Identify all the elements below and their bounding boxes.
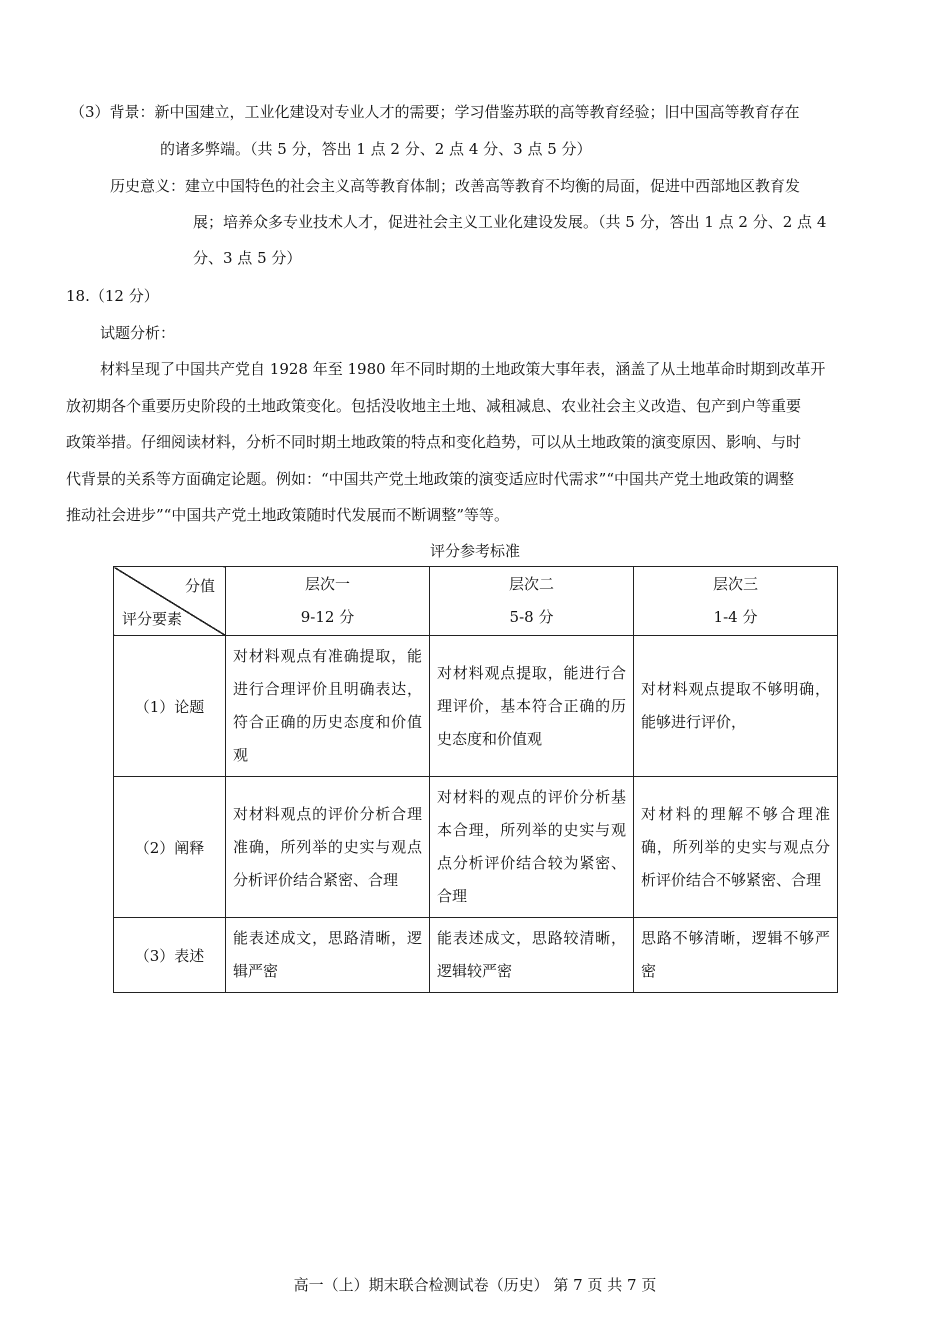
criteria-cell: 对材料观点提取不够明确，能够进行评价，: [634, 636, 838, 777]
level-score: 5-8 分: [509, 608, 554, 626]
criteria-cell: 能表述成文，思路较清晰，逻辑较严密: [430, 918, 634, 993]
criteria-cell: 对材料观点提取，能进行合理评价，基本符合正确的历史态度和价值观: [430, 636, 634, 777]
level-score: 9-12 分: [300, 608, 355, 626]
scoring-table: [113, 566, 838, 993]
corner-label-score: 分值: [184, 577, 215, 595]
background-line-1: （3）背景：新中国建立，工业化建设对专业人才的需要；学习借鉴苏联的高等教育经验；旧中国高等教育存在: [70, 103, 800, 121]
criteria-cell: 对材料观点的评价分析合理准确，所列举的史实与观点分析评价结合紧密、合理: [226, 777, 430, 918]
level-header: [226, 567, 430, 636]
row-label: （2）阐释: [114, 777, 226, 918]
table-row: [114, 636, 838, 777]
analysis-paragraph-line: 推动社会进步”“中国共产党土地政策随时代发展而不断调整”等等。: [66, 506, 510, 524]
analysis-label: 试题分析：: [100, 324, 176, 342]
page-footer: 高一（上）期末联合检测试卷（历史） 第 7 页 共 7 页: [293, 1276, 657, 1294]
table-caption: 评分参考标准: [429, 542, 520, 560]
level-name: 层次三: [712, 575, 758, 593]
level-name: 层次二: [508, 575, 554, 593]
significance-line-3: 分、3 点 5 分）: [193, 249, 302, 267]
diagonal-header-cell: [114, 567, 226, 636]
analysis-paragraph-line: 材料呈现了中国共产党自 1928 年至 1980 年不同时期的土地政策大事年表，涵盖了从土地革命时期到改革开: [100, 360, 826, 378]
table-header-row: [114, 567, 838, 636]
level-name: 层次一: [304, 575, 350, 593]
significance-line-1: 历史意义：建立中国特色的社会主义高等教育体制；改善高等教育不均衡的局面，促进中西部地区教育发: [110, 177, 801, 195]
criteria-cell: 思路不够清晰，逻辑不够严密: [634, 918, 838, 993]
level-header: [430, 567, 634, 636]
question-18-title: 18.（12 分）: [66, 287, 159, 305]
row-label: （3）表述: [114, 918, 226, 993]
table-row: [114, 918, 838, 993]
corner-label-criteria: 评分要素: [122, 610, 183, 628]
background-line-2: 的诸多弊端。（共 5 分，答出 1 点 2 分、2 点 4 分、3 点 5 分）: [160, 140, 592, 158]
analysis-paragraph-line: 放初期各个重要历史阶段的土地政策变化。包括没收地主土地、减租减息、农业社会主义改造、包产到户等重要: [66, 397, 802, 415]
criteria-cell: 能表述成文，思路清晰，逻辑严密: [226, 918, 430, 993]
analysis-paragraph-line: 代背景的关系等方面确定论题。例如：“中国共产党土地政策的演变适应时代需求”“中国共产党土地政策的调整: [66, 470, 795, 488]
row-label: （1）论题: [114, 636, 226, 777]
analysis-paragraph-line: 政策举措。仔细阅读材料，分析不同时期土地政策的特点和变化趋势，可以从土地政策的演变原因、影响、与时: [66, 433, 802, 451]
level-header: [634, 567, 838, 636]
level-score: 1-4 分: [713, 608, 758, 626]
table-row: [114, 777, 838, 918]
criteria-cell: 对材料的理解不够合理准确，所列举的史实与观点分析评价结合不够紧密、合理: [634, 777, 838, 918]
criteria-cell: 对材料的观点的评价分析基本合理，所列举的史实与观点分析评价结合较为紧密、合理: [430, 777, 634, 918]
significance-line-2: 展；培养众多专业技术人才，促进社会主义工业化建设发展。（共 5 分，答出 1 点 2 分、2 点 4: [193, 213, 827, 231]
criteria-cell: 对材料观点有准确提取，能进行合理评价且明确表达，符合正确的历史态度和价值观: [226, 636, 430, 777]
